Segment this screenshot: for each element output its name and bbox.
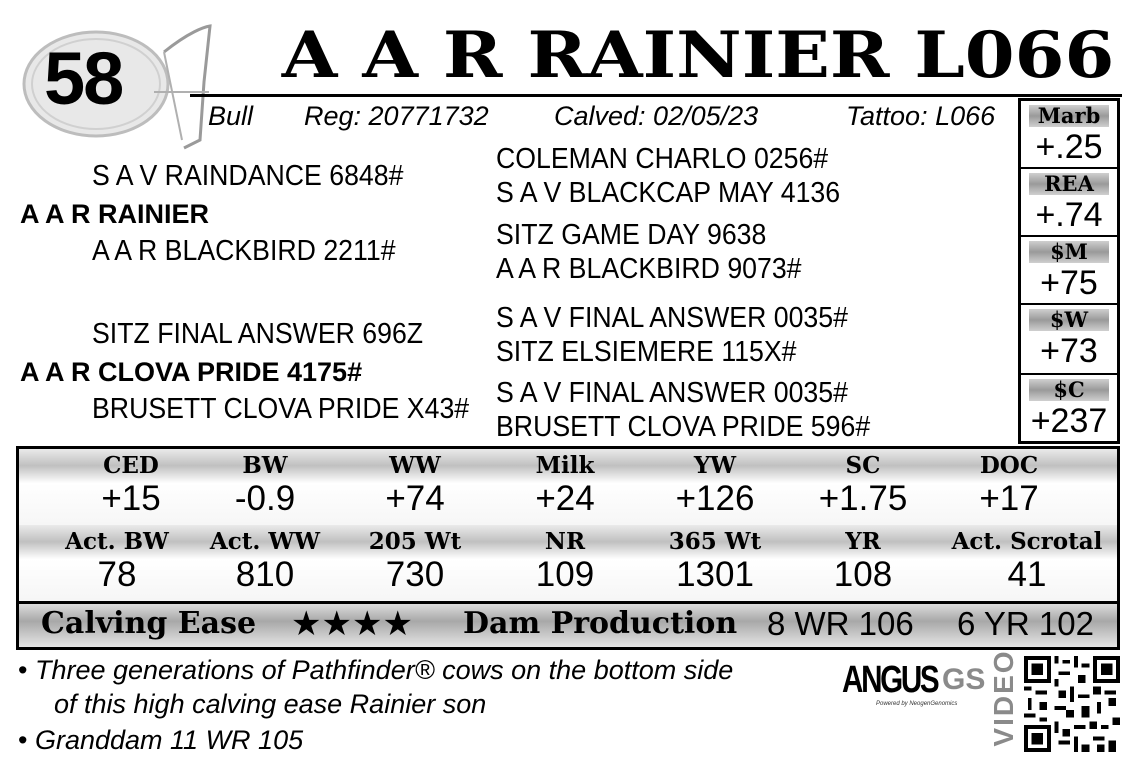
epd-rea [1025, 173, 1113, 237]
calving-ease-label: Calving Ease [41, 606, 257, 641]
epd-yw [645, 453, 785, 519]
angus-logo-suffix: GS [942, 663, 986, 696]
act-label: 205 Wt [368, 528, 462, 555]
bullet-icon: • [18, 725, 28, 755]
note-1-line-2: of this high calving ease Rainier son [54, 689, 487, 719]
epd-value: +75 [1040, 264, 1098, 302]
epd-label: $M [1029, 241, 1109, 263]
act-label: Act. Scrotal [951, 528, 1103, 555]
divider [1021, 167, 1117, 169]
epd-label: Marb [1029, 105, 1109, 127]
epd-doc [939, 453, 1079, 519]
act-365wt [645, 529, 785, 595]
act-yr [793, 529, 933, 595]
epd-label: DOC [979, 452, 1039, 479]
act-label: Act. WW [209, 528, 321, 555]
dam-production-yr: 6 YR 102 [957, 605, 1094, 642]
epd-value: -0.9 [234, 479, 296, 518]
epd-value: +74 [385, 479, 445, 518]
video-label-text: VIDEO [988, 649, 1019, 747]
tattoo: Tattoo: L066 [846, 101, 996, 131]
act-nr [495, 529, 635, 595]
angus-logo-tagline: Powered by NeogenGenomics [876, 701, 958, 707]
act-value: 78 [97, 555, 137, 594]
calved-date: Calved: 02/05/23 [554, 101, 759, 131]
epd-label: $W [1029, 309, 1109, 331]
act-scrotal [937, 529, 1117, 595]
note-1-line-1: Three generations of Pathfinder® cows on the bottom side [34, 655, 734, 685]
epd-value: +24 [535, 479, 595, 518]
pedigree-dam-dam: BRUSETT CLOVA PRIDE X43# [92, 393, 470, 425]
angus-gs-logo [842, 658, 986, 714]
pedigree-ss-sire: COLEMAN CHARLO 0256# [496, 143, 829, 175]
pedigree-ds-sire: S A V FINAL ANSWER 0035# [496, 302, 848, 334]
side-epd-box [1018, 98, 1120, 444]
pedigree-dd-sire: S A V FINAL ANSWER 0035# [496, 377, 848, 409]
pedigree-dd-dam: BRUSETT CLOVA PRIDE 596# [496, 411, 871, 443]
act-label: Act. BW [65, 528, 169, 555]
act-value: 810 [235, 555, 295, 594]
pedigree-dam-sire: SITZ FINAL ANSWER 696Z [92, 318, 424, 350]
lot-number: 58 [44, 37, 123, 120]
epd-label: Milk [535, 452, 595, 479]
epd-value: +126 [675, 479, 755, 518]
act-value: 108 [833, 555, 893, 594]
epd-value: +.74 [1035, 196, 1103, 234]
dam-production-wr: 8 WR 106 [767, 605, 914, 642]
pedigree-sd-sire: SITZ GAME DAY 9638 [496, 219, 767, 251]
act-label: YR [845, 528, 881, 555]
epd-bw [195, 453, 335, 519]
note-2 [18, 724, 303, 756]
title-rule [190, 94, 1122, 97]
epd-marb [1025, 105, 1113, 169]
epd-value: +237 [1030, 402, 1108, 440]
dam-production-label: Dam Production [463, 606, 738, 641]
divider [1021, 303, 1117, 305]
epd-value: +17 [979, 479, 1039, 518]
act-value: 1301 [676, 555, 754, 594]
epd-label: WW [389, 452, 441, 479]
bullet-icon: • [18, 655, 28, 685]
act-value: 730 [385, 555, 445, 594]
epd-label: $C [1029, 379, 1109, 401]
epd-m [1025, 241, 1113, 305]
pedigree-ss-dam: S A V BLACKCAP MAY 4136 [496, 177, 841, 209]
epd-value: +1.75 [818, 479, 908, 518]
epd-c [1025, 379, 1113, 443]
sex-label: Bull [208, 101, 254, 131]
calving-dam-band [19, 601, 1117, 647]
angus-logo-main: ANGUS [842, 659, 938, 701]
epd-sc [793, 453, 933, 519]
epd-label: REA [1029, 173, 1109, 195]
epd-label: YW [693, 452, 737, 479]
act-205wt [345, 529, 485, 595]
epd-value: +.25 [1035, 128, 1103, 166]
pedigree-sire-sire: S A V RAINDANCE 6848# [92, 160, 404, 192]
qr-code[interactable] [1024, 656, 1120, 752]
note-1 [18, 654, 733, 686]
pedigree-sire-dam: A A R BLACKBIRD 2211# [92, 235, 396, 267]
calving-ease-stars: ★★★★ [291, 605, 413, 643]
epd-value: +73 [1040, 332, 1098, 370]
pedigree-sd-dam: A A R BLACKBIRD 9073# [496, 253, 802, 285]
registration-number: Reg: 20771732 [304, 101, 489, 131]
epd-label: BW [242, 452, 288, 479]
pedigree-ds-dam: SITZ ELSIEMERE 115X# [496, 336, 797, 368]
epd-ced [61, 453, 201, 519]
epd-label: SC [845, 452, 881, 479]
pedigree-sire: A A R RAINIER [20, 199, 209, 229]
video-label [986, 648, 1020, 748]
epd-w [1025, 309, 1113, 373]
act-value: 109 [535, 555, 595, 594]
epd-milk [495, 453, 635, 519]
divider [1021, 235, 1117, 237]
act-label: 365 Wt [668, 528, 762, 555]
epd-label: CED [103, 452, 159, 479]
animal-name: A A R RAINIER L066 [281, 18, 1114, 93]
pedigree-dam: A A R CLOVA PRIDE 4175# [20, 357, 363, 387]
act-bw [37, 529, 197, 595]
act-ww [185, 529, 345, 595]
epd-table [16, 446, 1120, 650]
actual-row [19, 525, 1117, 601]
epd-value: +15 [101, 479, 161, 518]
act-label: NR [544, 528, 586, 555]
divider [1021, 373, 1117, 375]
note-2-text: Granddam 11 WR 105 [34, 725, 304, 755]
act-value: 41 [1007, 555, 1047, 594]
epd-ww [345, 453, 485, 519]
epd-row [19, 449, 1117, 525]
